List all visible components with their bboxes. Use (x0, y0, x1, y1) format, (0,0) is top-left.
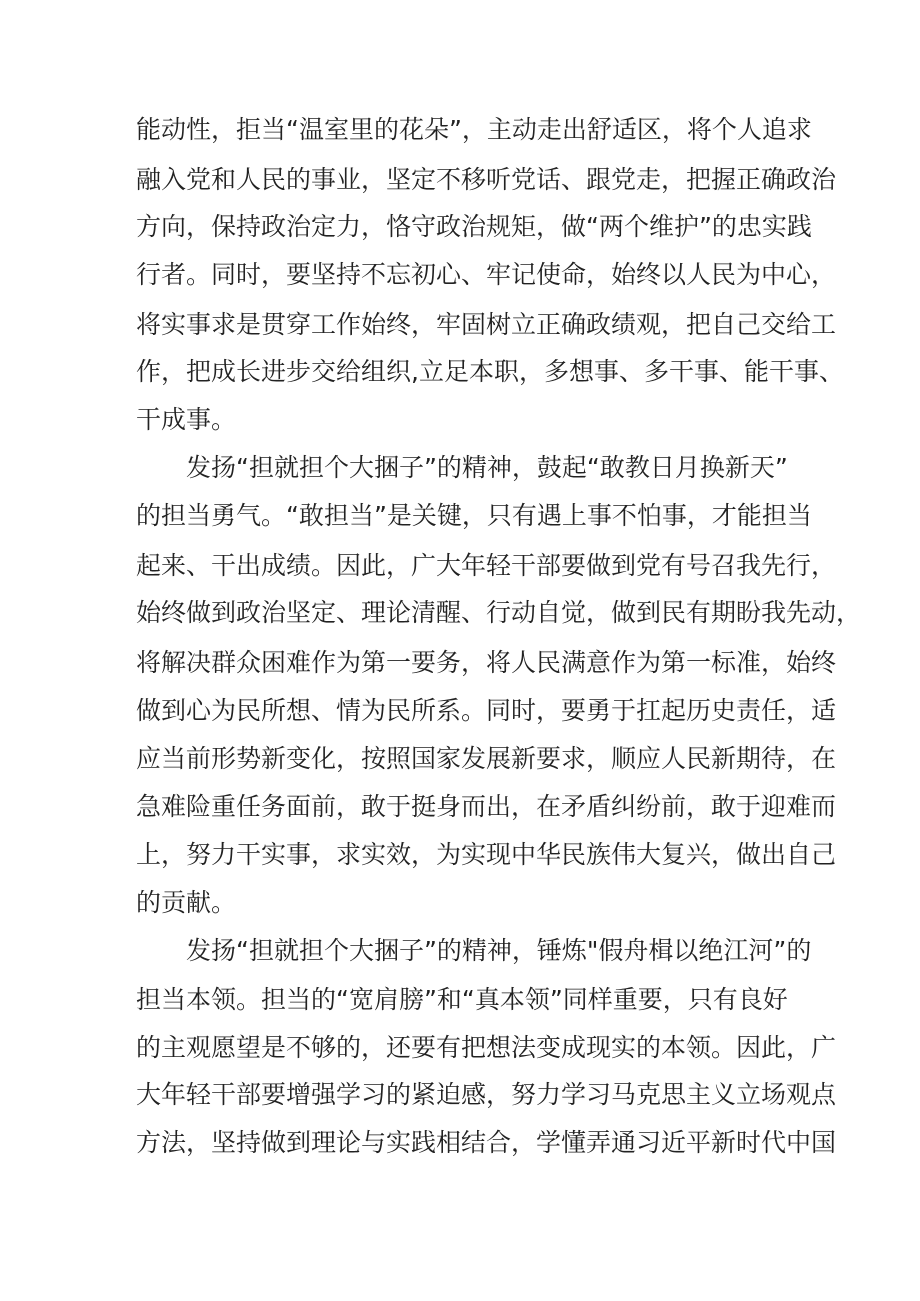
paragraph-first-line: 发扬“担就担个大捆子”的精神，锤炼"假舟楫以绝江河”的 (186, 936, 812, 965)
text-line: 能动性，拒当“温室里的花朵”，主动走出舒适区，将个人追求 (136, 115, 812, 144)
text-line: 上，努力干实事，求实效，为实现中华民族伟大复兴，做出自己 (136, 840, 837, 869)
text-line: 融入党和人民的事业，坚定不移听党话、跟党走，把握正确政治 (136, 165, 837, 194)
text-line: 大年轻干部要增强学习的紧迫感，努力学习马克思主义立场观点 (136, 1080, 837, 1109)
text-line: 方向，保持政治定力，恪守政治规矩，做“两个维护”的忠实践 (136, 212, 812, 241)
text-line: 作，把成长进步交给组织,立足本职，多想事、多干事、能干事、 (136, 357, 844, 386)
text-line: 方法，坚持做到理论与实践相结合，学懂弄通习近平新时代中国 (136, 1128, 837, 1157)
text-line: 起来、干出成绩。因此，广大年轻干部要做到党有号召我先行， (136, 551, 837, 580)
text-line: 始终做到政治坚定、理论清醒、行动自觉，做到民有期盼我先动， (136, 598, 862, 627)
text-line: 应当前形势新变化，按照国家发展新要求，顺应人民新期待，在 (136, 744, 837, 773)
text-line: 担当本领。担当的“宽肩膀”和“真本领”同样重要，只有良好 (136, 985, 788, 1014)
text-line: 干成事。 (136, 405, 237, 434)
text-line: 的担当勇气。“敢担当”是关键，只有遇上事不怕事，才能担当 (136, 501, 812, 530)
text-line: 的贡献。 (136, 888, 237, 917)
text-line: 行者。同时，要坚持不忘初心、牢记使命，始终以人民为中心， (136, 260, 837, 289)
text-line: 将解决群众困难作为第一要务，将人民满意作为第一标准，始终 (136, 648, 837, 677)
text-line: 将实事求是贯穿工作始终，牢固树立正确政绩观，把自己交给工 (136, 310, 837, 339)
text-line: 做到心为民所想、情为民所系。同时，要勇于扛起历史责任，适 (136, 696, 837, 725)
text-line: 急难险重任务面前，敢于挺身而出，在矛盾纠纷前，敢于迎难而 (136, 792, 837, 821)
paragraph-first-line: 发扬“担就担个大捆子”的精神，鼓起“敢教日月换新天” (186, 453, 788, 482)
text-line: 的主观愿望是不够的，还要有把想法变成现实的本领。因此，广 (136, 1033, 837, 1062)
